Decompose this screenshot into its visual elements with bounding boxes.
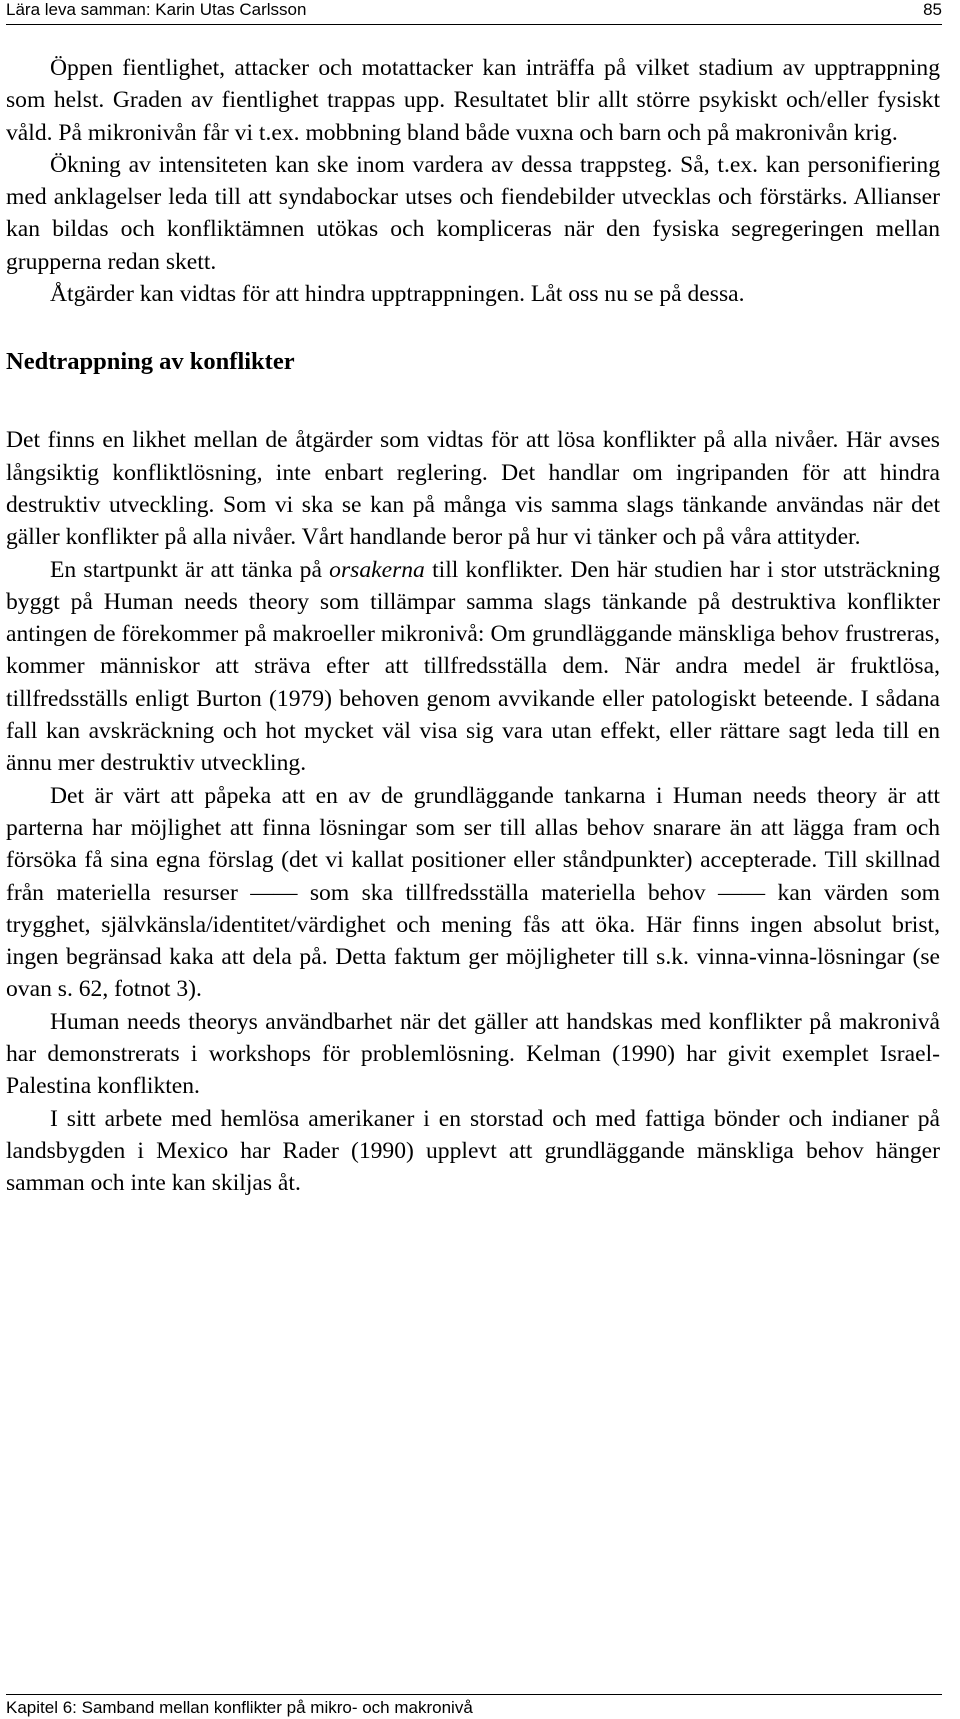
footer-chapter-title: Kapitel 6: Samband mellan konflikter på mikro- och makronivå: [6, 1698, 473, 1717]
paragraph: Öppen fientlighet, attacker och motattacker kan inträffa på vilket stadium av upptrappning som helst. Graden av fientlighet trappas upp. Resultatet blir allt större psykiskt och/eller fysiskt våld. På mikronivån får vi t.ex. mobbning bland både vuxna och barn och på makronivån krig.: [6, 55, 940, 146]
page-body: [6, 52, 940, 1200]
paragraph: Det finns en likhet mellan de åtgärder som vidtas för att lösa konflikter på alla nivåer. Här avses långsiktig konfliktlösning, inte enbart reglering. Det handlar om ingripanden för att hindra destruktiv utveckling. Som vi ska se kan på många vis samma slags tänkande användas när det gäller konflikter på alla nivåer. Vårt handlande beror på hur vi tänker och på våra attityder.: [6, 427, 940, 551]
emphasized-word: orsakerna: [329, 556, 425, 583]
paragraph: I sitt arbete med hemlösa amerikaner i en storstad och med fattiga bönder och indianer på landsbygden i Mexico har Rader (1990) upplevt att grundläggande mänskliga behov hänger samman och inte kan skiljas åt.: [6, 1105, 940, 1197]
paragraph: Human needs theorys användbarhet när det gäller att handskas med konflikter på makronivå har demonstrerats i workshops för problemlösning. Kelman (1990) har givit exemplet Israel-Palestina konflikten.: [6, 1008, 940, 1100]
running-header: [6, 0, 942, 25]
running-footer: [6, 1694, 942, 1718]
paragraph-text: till konflikter. Den här studien har i stor utsträckning byggt på Human needs theory som tillämpar samma slags tänkande på destruktiva konflikter antingen de förekommer på makroeller mikronivå: Om grundläggande mänskliga behov frustreras, kommer människor att sträva efter att tillfredsställa dem. När andra medel är fruktlösa, tillfredsställs enligt Burton (1979) behoven genom avvikande eller patologiskt beteende. I sådana fall kan avskräckning och hot mycket väl visa sig vara utan effekt, eller rättare sagt leda till en ännu mer destruktiv utveckling.: [6, 556, 940, 777]
section-heading-block: [6, 310, 940, 424]
paragraph: Det är värt att påpeka att en av de grundläggande tankarna i Human needs theory är att parterna har möjlighet att finna lösningar som ser till allas behov snarare än att lägga fram och försöka få sina egna förslag (det vi kallat positioner eller ståndpunkter) accepterade. Till skillnad från materiella resurser —— som ska tillfredsställa materiella behov —— kan värden som trygghet, självkänsla/identitet/värdighet och mening fås att öka. Här finns ingen absolut brist, ingen begränsad kaka att dela på. Detta faktum ger möjligheter till s.k. vinna-vinna-lösningar (se ovan s. 62, fotnot 3).: [6, 782, 940, 1003]
paragraph-text: En startpunkt är att tänka på: [50, 556, 330, 583]
header-title: Lära leva samman: Karin Utas Carlsson: [6, 0, 307, 19]
page-number: 85: [923, 0, 942, 19]
paragraph: [6, 554, 940, 780]
section-heading: Nedtrappning av konflikter: [6, 348, 295, 376]
paragraph: Åtgärder kan vidtas för att hindra upptrappningen. Låt oss nu se på dessa.: [50, 281, 745, 308]
paragraph: Ökning av intensiteten kan ske inom vardera av dessa trappsteg. Så, t.ex. kan personifiering med anklagelser leda till att syndabockar utses och fiendebilder utvecklas och förstärks. Allianser kan bildas och konfliktämnen utökas och kompliceras när den fysiska segregeringen mellan grupperna redan skett.: [6, 151, 940, 275]
